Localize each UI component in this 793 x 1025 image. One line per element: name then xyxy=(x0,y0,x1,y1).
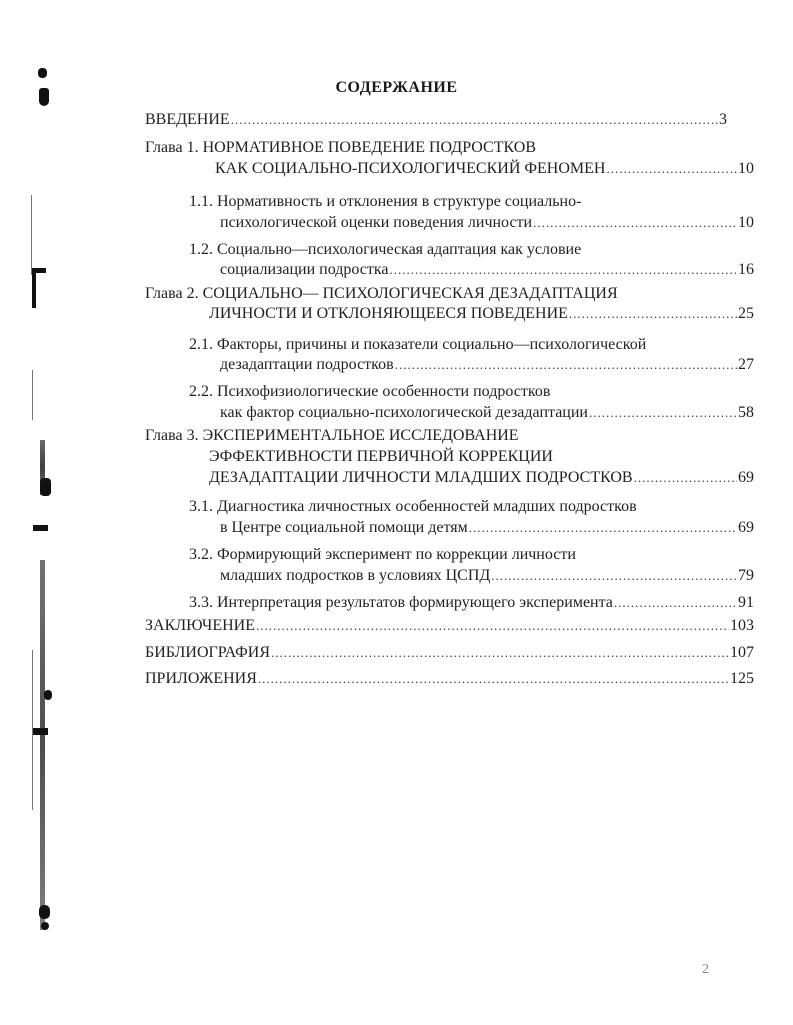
toc-entry-title: ЭКСПЕРИМЕНТАЛЬНОЕ ИССЛЕДОВАНИЕ xyxy=(202,427,519,444)
section-prefix: 2.2. xyxy=(189,383,213,400)
leader-dots xyxy=(258,670,729,688)
toc-entry-1-1-cont xyxy=(220,214,754,232)
toc-entry-2-2 xyxy=(189,383,550,401)
leader-dots xyxy=(589,404,737,422)
scan-artifact xyxy=(31,195,32,275)
chapter-prefix: Глава 3. xyxy=(145,427,199,444)
leader-dots xyxy=(271,644,729,662)
toc-page-number: 79 xyxy=(738,567,754,584)
toc-page-number: 107 xyxy=(730,644,754,661)
scan-artifact xyxy=(40,478,51,496)
toc-entry-title: СОЦИАЛЬНО— ПСИХОЛОГИЧЕСКАЯ ДЕЗАДАПТАЦИЯ xyxy=(202,285,618,302)
scan-artifact xyxy=(32,268,36,308)
leader-dots xyxy=(614,594,737,612)
toc-entry-2-2-cont xyxy=(220,404,754,422)
scan-artifact xyxy=(32,370,33,420)
toc-page-number: 125 xyxy=(730,670,754,687)
leader-dots xyxy=(256,617,729,635)
scan-artifact xyxy=(40,560,45,930)
toc-entry-3-2 xyxy=(189,546,576,564)
toc-entry-title: ЗАКЛЮЧЕНИЕ xyxy=(145,617,255,634)
page-number: 2 xyxy=(702,962,709,977)
leader-dots xyxy=(533,214,737,232)
toc-entry-title: Диагностика личностных особенностей младших подростков xyxy=(217,498,637,515)
leader-dots xyxy=(390,261,738,279)
toc-entry-introduction xyxy=(145,111,727,129)
toc-page-number: 91 xyxy=(738,594,754,611)
section-prefix: 2.1. xyxy=(189,336,213,353)
toc-entry-bibliography xyxy=(145,644,754,662)
leader-dots xyxy=(469,519,737,537)
section-prefix: 1.1. xyxy=(189,193,213,210)
toc-page-number: 58 xyxy=(738,404,754,421)
leader-dots xyxy=(634,469,737,487)
scan-artifact xyxy=(32,268,46,273)
toc-entry-3-3 xyxy=(189,594,754,612)
chapter-prefix: Глава 2. xyxy=(145,285,199,302)
leader-dots xyxy=(569,305,737,323)
toc-entry-2-1-cont xyxy=(220,356,754,374)
toc-page-number: 16 xyxy=(738,261,754,278)
leader-dots xyxy=(606,160,737,178)
toc-page-number: 69 xyxy=(738,519,754,536)
toc-entry-title: дезадаптации подростков xyxy=(220,356,394,373)
toc-page-number: 25 xyxy=(738,305,754,322)
toc-entry-title: Социально—психологическая адаптация как условие xyxy=(217,241,582,258)
toc-entry-2-1 xyxy=(189,336,646,354)
section-prefix: 1.2. xyxy=(189,241,213,258)
toc-entry-title: в Центре социальной помощи детям xyxy=(220,519,468,536)
toc-entry-title: КАК СОЦИАЛЬНО-ПСИХОЛОГИЧЕСКИЙ ФЕНОМЕН xyxy=(215,160,606,177)
toc-entry-title: ЭФФЕКТИВНОСТИ ПЕРВИЧНОЙ КОРРЕКЦИИ xyxy=(209,448,553,465)
toc-entry-chapter-1 xyxy=(145,139,536,157)
toc-page-number: 27 xyxy=(738,356,754,373)
toc-entry-3-2-cont xyxy=(220,567,754,585)
toc-entry-chapter-3 xyxy=(145,427,519,445)
toc-entry-title: как фактор социально-психологической дезадаптации xyxy=(220,404,588,421)
toc-entry-chapter-1-cont xyxy=(215,160,754,178)
toc-entry-title: Формирующий эксперимент по коррекции личности xyxy=(217,546,576,563)
toc-entry-title: ЛИЧНОСТИ И ОТКЛОНЯЮЩЕЕСЯ ПОВЕДЕНИЕ xyxy=(209,305,568,322)
toc-entry-title: младших подростков в условиях ЦСПД xyxy=(220,567,491,584)
toc-page-number: 103 xyxy=(730,617,754,634)
chapter-prefix: Глава 1. xyxy=(145,139,199,156)
toc-entry-1-2-cont xyxy=(220,261,754,279)
leader-dots xyxy=(231,111,718,129)
toc-page-number: 10 xyxy=(738,160,754,177)
toc-entry-appendices xyxy=(145,670,754,688)
toc-page-number: 69 xyxy=(738,469,754,486)
toc-entry-1-2 xyxy=(189,241,581,259)
section-prefix: 3.1. xyxy=(189,498,213,515)
scan-artifact xyxy=(38,68,47,78)
leader-dots xyxy=(395,356,737,374)
scan-artifact xyxy=(39,905,50,919)
section-prefix: 3.2. xyxy=(189,546,213,563)
toc-entry-conclusion xyxy=(145,617,754,635)
toc-entry-chapter-2-cont xyxy=(209,305,754,323)
toc-entry-title: психологической оценки поведения личности xyxy=(220,214,533,231)
toc-entry-title: ПРИЛОЖЕНИЯ xyxy=(145,670,257,687)
toc-entry-title: Интерпретация результатов формирующего эксперимента xyxy=(217,594,613,611)
scan-artifact xyxy=(41,922,49,930)
toc-entry-title: БИБЛИОГРАФИЯ xyxy=(145,644,271,661)
toc-entry-title: Нормативность и отклонения в структуре социально- xyxy=(217,193,582,210)
toc-entry-3-1 xyxy=(189,498,637,516)
scan-artifact xyxy=(32,650,33,810)
scan-artifact xyxy=(33,728,48,735)
toc-entry-1-1 xyxy=(189,193,581,211)
toc-entry-title: социализации подростка xyxy=(220,261,389,278)
toc-page-number: 10 xyxy=(738,214,754,231)
toc-entry-title: Факторы, причины и показатели социально—психологической xyxy=(217,336,647,353)
toc-entry-title: Психофизиологические особенности подростков xyxy=(217,383,551,400)
toc-page-number: 3 xyxy=(719,111,727,128)
toc-entry-title: ВВЕДЕНИЕ xyxy=(145,111,230,128)
section-prefix: 3.3. xyxy=(189,594,213,611)
toc-entry-chapter-3-cont-2 xyxy=(209,469,754,487)
scan-artifact xyxy=(33,525,48,531)
toc-entry-chapter-2 xyxy=(145,285,618,303)
toc-entry-chapter-3-cont xyxy=(209,448,553,466)
page-title: СОДЕРЖАНИЕ xyxy=(335,79,458,96)
leader-dots xyxy=(491,567,737,585)
toc-entry-title: НОРМАТИВНОЕ ПОВЕДЕНИЕ ПОДРОСТКОВ xyxy=(202,139,536,156)
scan-artifact xyxy=(44,690,52,700)
toc-entry-title: ДЕЗАДАПТАЦИИ ЛИЧНОСТИ МЛАДШИХ ПОДРОСТКОВ xyxy=(209,469,633,486)
toc-entry-3-1-cont xyxy=(220,519,754,537)
